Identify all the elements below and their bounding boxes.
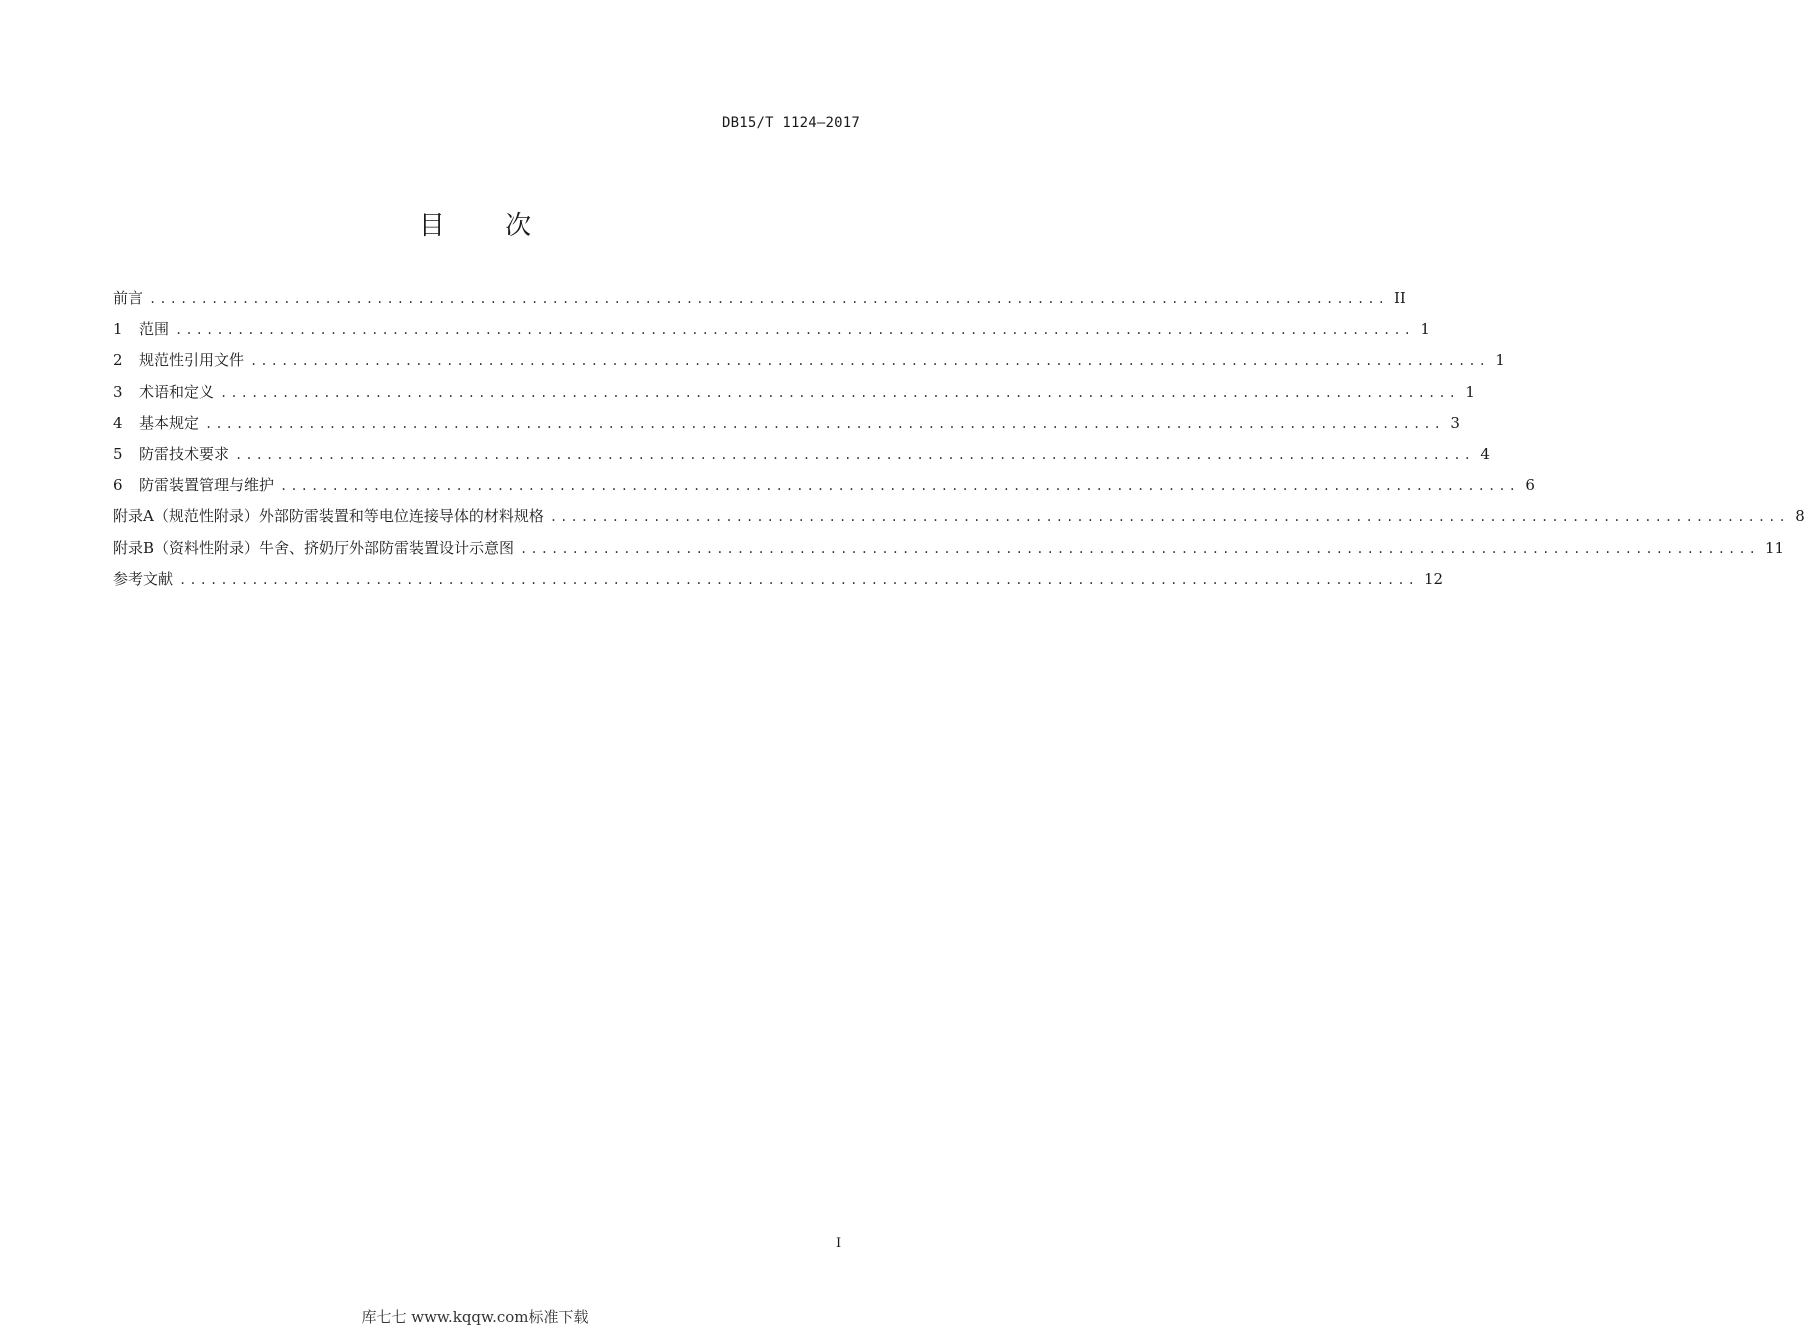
toc-entry-label: 前言 [113,289,144,307]
toc-entry-page: 1 [1420,320,1430,339]
toc-entry-page: 4 [1480,444,1490,463]
toc-entry-number: 2 [113,351,123,370]
toc-entry-technical-requirements[interactable] [113,444,1490,475]
toc-dot-leader: ........................................................................................................................ [149,292,1388,306]
toc-entry-page: 12 [1423,569,1444,588]
toc-entry-label: 附录B（资料性附录） [113,538,260,557]
page-number: I [836,1236,842,1251]
toc-dot-leader: ........................................................................................................................ [280,479,1519,494]
toc-dot-leader: ........................................................................................................................ [235,447,1474,462]
toc-entry-subtitle: 外部防雷装置和等电位连接导体的材料规格 [258,507,544,526]
toc-entry-label: 基本规定 [139,413,200,432]
toc-entry-foreword[interactable] [113,288,1406,319]
toc-entry-label: 防雷装置管理与维护 [139,476,275,495]
toc-entry-number: 4 [113,413,123,432]
toc-entry-normative-references[interactable] [113,350,1505,381]
toc-entry-scope[interactable] [113,319,1430,350]
toc-entry-page: 8 [1795,507,1805,526]
toc-dot-leader: ........................................................................................................................ [520,541,1759,556]
document-code: DB15/T 1124—2017 [721,115,860,131]
toc-entry-label: 参考文献 [113,569,174,588]
toc-entry-page: 11 [1765,538,1785,557]
toc-entry-terms-definitions[interactable] [113,382,1475,413]
toc-dot-leader: ........................................................................................................................ [179,572,1418,587]
toc-entry-page: 6 [1525,476,1535,495]
toc-entry-number: 6 [113,476,123,495]
toc-entry-number: 1 [113,320,123,339]
toc-dot-leader: ........................................................................................................................ [549,510,1789,525]
toc-entry-label: 附录A（规范性附录） [113,507,259,526]
footer-watermark-text: 库七七 www.kqqw.com标准下载 [361,1308,589,1326]
toc-entry-label: 术语和定义 [139,382,215,401]
table-of-contents [113,288,1805,600]
toc-entry-label: 防雷技术要求 [139,444,230,463]
toc-entry-management-maintenance[interactable] [113,475,1535,506]
toc-entry-label: 范围 [139,320,170,339]
toc-entry-bibliography[interactable] [113,569,1444,600]
toc-entry-annex-b[interactable] [113,538,1785,569]
toc-entry-page: II [1393,289,1406,307]
toc-entry-number: 3 [113,382,123,401]
toc-dot-leader: ........................................................................................................................ [205,416,1444,431]
toc-entry-subtitle: 牛舍、挤奶厅外部防雷装置设计示意图 [259,538,515,557]
toc-entry-annex-a[interactable] [113,506,1805,537]
toc-dot-leader: ........................................................................................................................ [175,323,1414,338]
toc-entry-basic-provisions[interactable] [113,413,1460,444]
page-title: 目 次 [418,211,558,241]
toc-entry-label: 规范性引用文件 [139,351,245,370]
toc-dot-leader: ........................................................................................................................ [250,354,1489,369]
toc-entry-page: 3 [1450,413,1460,432]
toc-dot-leader: ........................................................................................................................ [220,385,1459,400]
toc-entry-page: 1 [1495,351,1505,370]
toc-entry-number: 5 [113,444,123,463]
toc-entry-page: 1 [1465,382,1475,401]
